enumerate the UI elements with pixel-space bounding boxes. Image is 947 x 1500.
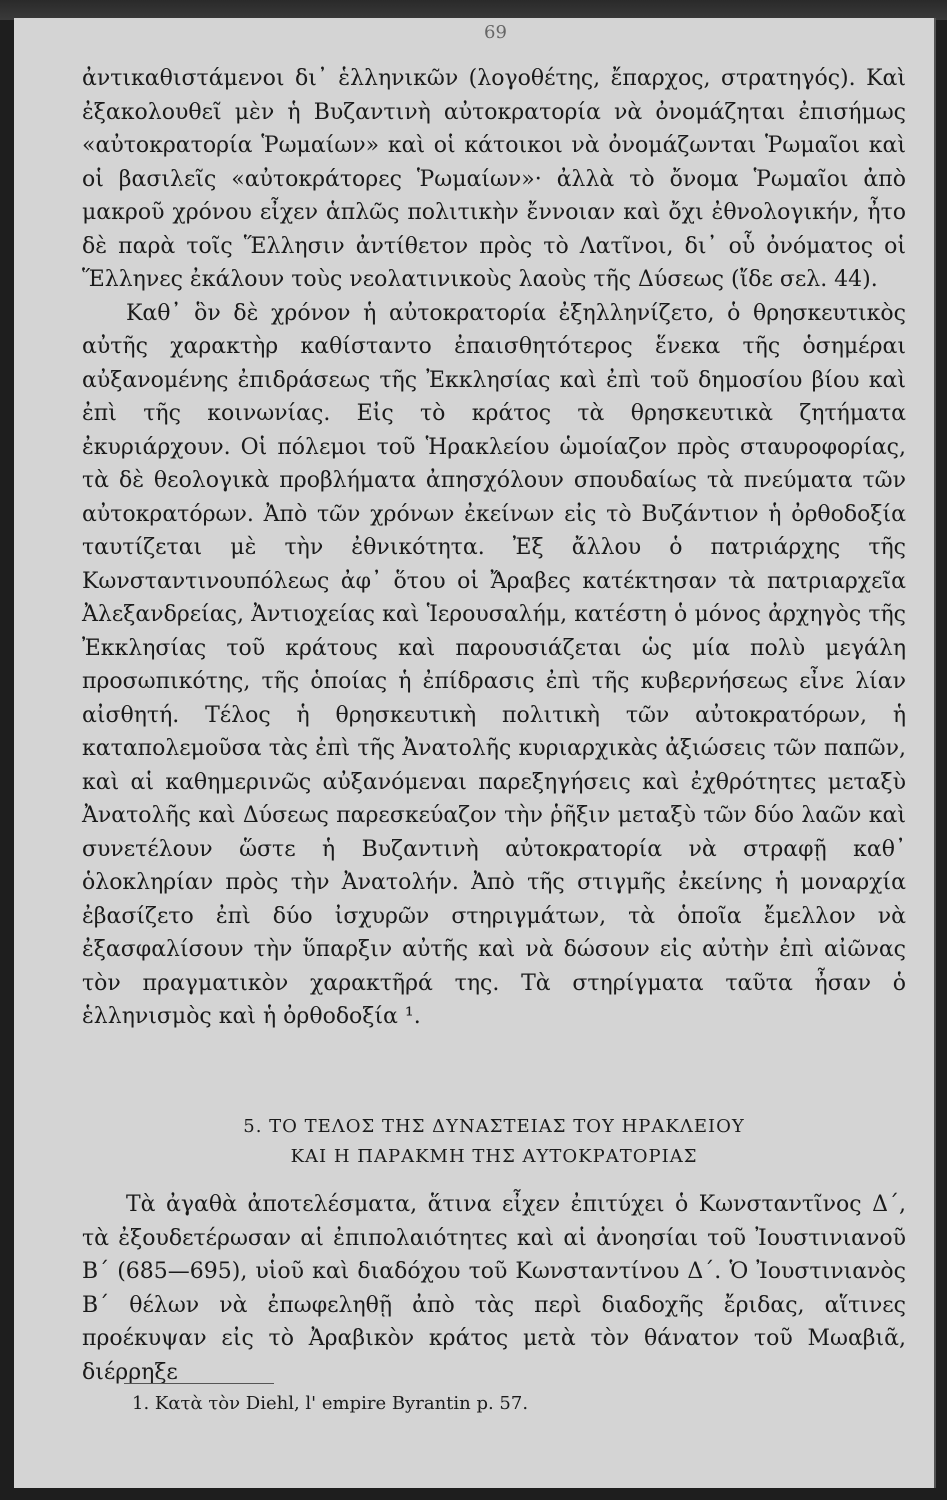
book-page — [14, 18, 936, 1488]
page-top-edge — [0, 0, 947, 20]
page-number: 69 — [484, 22, 507, 43]
main-text — [82, 62, 906, 1034]
footnote: 1. Κατὰ τὸν Diehl, l' empire Byrantin p. 57. — [132, 1393, 529, 1414]
footnote-rule — [124, 1383, 274, 1384]
paragraph-2: Καθ᾽ ὃν δὲ χρόνον ἡ αὐτοκρατορία ἐξηλληνίζετο, ὁ θρησκευτικὸς αὐτῆς χαρακτὴρ καθίσταντο ἐπαισθητότερος ἕνεκα τῆς ὁσημέραι αὐξανομένης ἐπιδράσεως τῆς Ἐκκλησίας καὶ ἐπὶ τοῦ δημοσίου βίου καὶ ἐπὶ τῆς κοινωνίας. Εἰς τὸ κράτος τὰ θρησκευτικὰ ζητήματα ἐκυριάρχουν. Οἱ πόλεμοι τοῦ Ἡρακλείου ὡμοίαζον πρὸς σταυροφορίας, τὰ δὲ θεολογικὰ προβλήματα ἀπησχόλουν σπουδαίως τὰ πνεύματα τῶν αὐτοκρατόρων. Ἀπὸ τῶν χρόνων ἐκείνων εἰς τὸ Βυζάντιον ἡ ὀρθοδοξία ταυτίζεται μὲ τὴν ἐθνικότητα. Ἐξ ἄλλου ὁ πατριάρχης τῆς Κωνσταντινουπόλεως ἀφ᾽ ὅτου οἱ Ἄραβες κατέκτησαν τὰ πατριαρχεῖα Ἀλεξανδρείας, Ἀντιοχείας καὶ Ἱερουσαλήμ, κατέστη ὁ μόνος ἀρχηγὸς τῆς Ἐκκλησίας τοῦ κράτους καὶ παρουσιάζεται ὡς μία πολὺ μεγάλη προσωπικότης, τῆς ὁποίας ἡ ἐπίδρασις ἐπὶ τῆς κυβερνήσεως εἶνε λίαν αἰσθητή. Τέλος ἡ θρησκευτικὴ πολιτικὴ τῶν αὐτοκρατόρων, ἡ καταπολεμοῦσα τὰς ἐπὶ τῆς Ἀνατολῆς κυριαρχικὰς ἀξιώσεις τῶν παπῶν, καὶ αἱ καθημερινῶς αὐξανόμεναι παρεξηγήσεις καὶ ἐχθρότητες μεταξὺ Ἀνατολῆς καὶ Δύσεως παρεσκεύαζον τὴν ῥῆξιν μεταξὺ τῶν δύο λαῶν καὶ συνετέλουν ὥστε ἡ Βυζαντινὴ αὐτοκρατορία νὰ στραφῇ καθ᾽ ὁλοκληρίαν πρὸς τὴν Ἀνατολήν. Ἀπὸ τῆς στιγμῆς ἐκείνης ἡ μοναρχία ἐβασίζετο ἐπὶ δύο ἰσχυρῶν στηριγμάτων, τὰ ὁποῖα ἔμελλον νὰ ἐξασφαλίσουν τὴν ὕπαρξιν αὐτῆς καὶ νὰ δώσουν εἰς αὐτὴν ἐπὶ αἰῶνας τὸν πραγματικὸν χαρακτῆρά της. Τὰ στηρίγματα ταῦτα ἦσαν ὁ ἑλληνισμὸς καὶ ἡ ὀρθοδοξία ¹. — [82, 300, 906, 1029]
paragraph-1: ἀντικαθιστάμενοι δι᾽ ἑλληνικῶν (λογοθέτης, ἔπαρχος, στρατηγός). Καὶ ἐξακολουθεῖ μὲν ἡ Βυζαντινὴ αὐτοκρατορία νὰ ὀνομάζηται ἐπισήμως «αὐτοκρατορία Ῥωμαίων» καὶ οἱ κάτοικοι νὰ ὀνομάζωνται Ῥωμαῖοι καὶ οἱ βασιλεῖς «αὐτοκράτορες Ῥωμαίων»· ἀλλὰ τὸ ὄνομα Ῥωμαῖοι ἀπὸ μακροῦ χρόνου εἶχεν ἁπλῶς πολιτικὴν ἔννοιαν καὶ ὄχι ἐθνολογικήν, ἦτο δὲ παρὰ τοῖς Ἕλλησιν ἀντίθετον πρὸς τὸ Λατῖνοι, δι᾽ οὗ ὀνόματος οἱ Ἕλληνες ἐκάλουν τοὺς νεολατινικοὺς λαοὺς τῆς Δύσεως (ἴδε σελ. 44). — [82, 66, 906, 292]
section-heading-line-1: 5. ΤΟ ΤΕΛΟΣ ΤΗΣ ΔΥΝΑΣΤΕΙΑΣ ΤΟΥ ΗΡΑΚΛΕΙΟΥ — [243, 1116, 745, 1137]
section-heading-line-2: ΚΑΙ Η ΠΑΡΑΚΜΗ ΤΗΣ ΑΥΤΟΚΡΑΤΟΡΙΑΣ — [290, 1146, 698, 1167]
paragraph-3: Τὰ ἀγαθὰ ἀποτελέσματα, ἅτινα εἶχεν ἐπιτύχει ὁ Κωνσταντῖνος Δ΄, τὰ ἐξουδετέρωσαν αἱ ἐπιπολαιότητες καὶ αἱ ἀνοησίαι τοῦ Ἰουστινιανοῦ Β΄ (685—695), υἱοῦ καὶ διαδόχου τοῦ Κωνσταντίνου Δ΄. Ὁ Ἰουστινιανὸς Β΄ θέλων νὰ ἐπωφεληθῇ ἀπὸ τὰς περὶ διαδοχῆς ἔριδας, αἵτινες προέκυψαν εἰς τὸ Ἀραβικὸν κράτος μετὰ τὸν θάνατον τοῦ Μωαβιᾶ, διέρρηξε — [82, 1192, 906, 1385]
